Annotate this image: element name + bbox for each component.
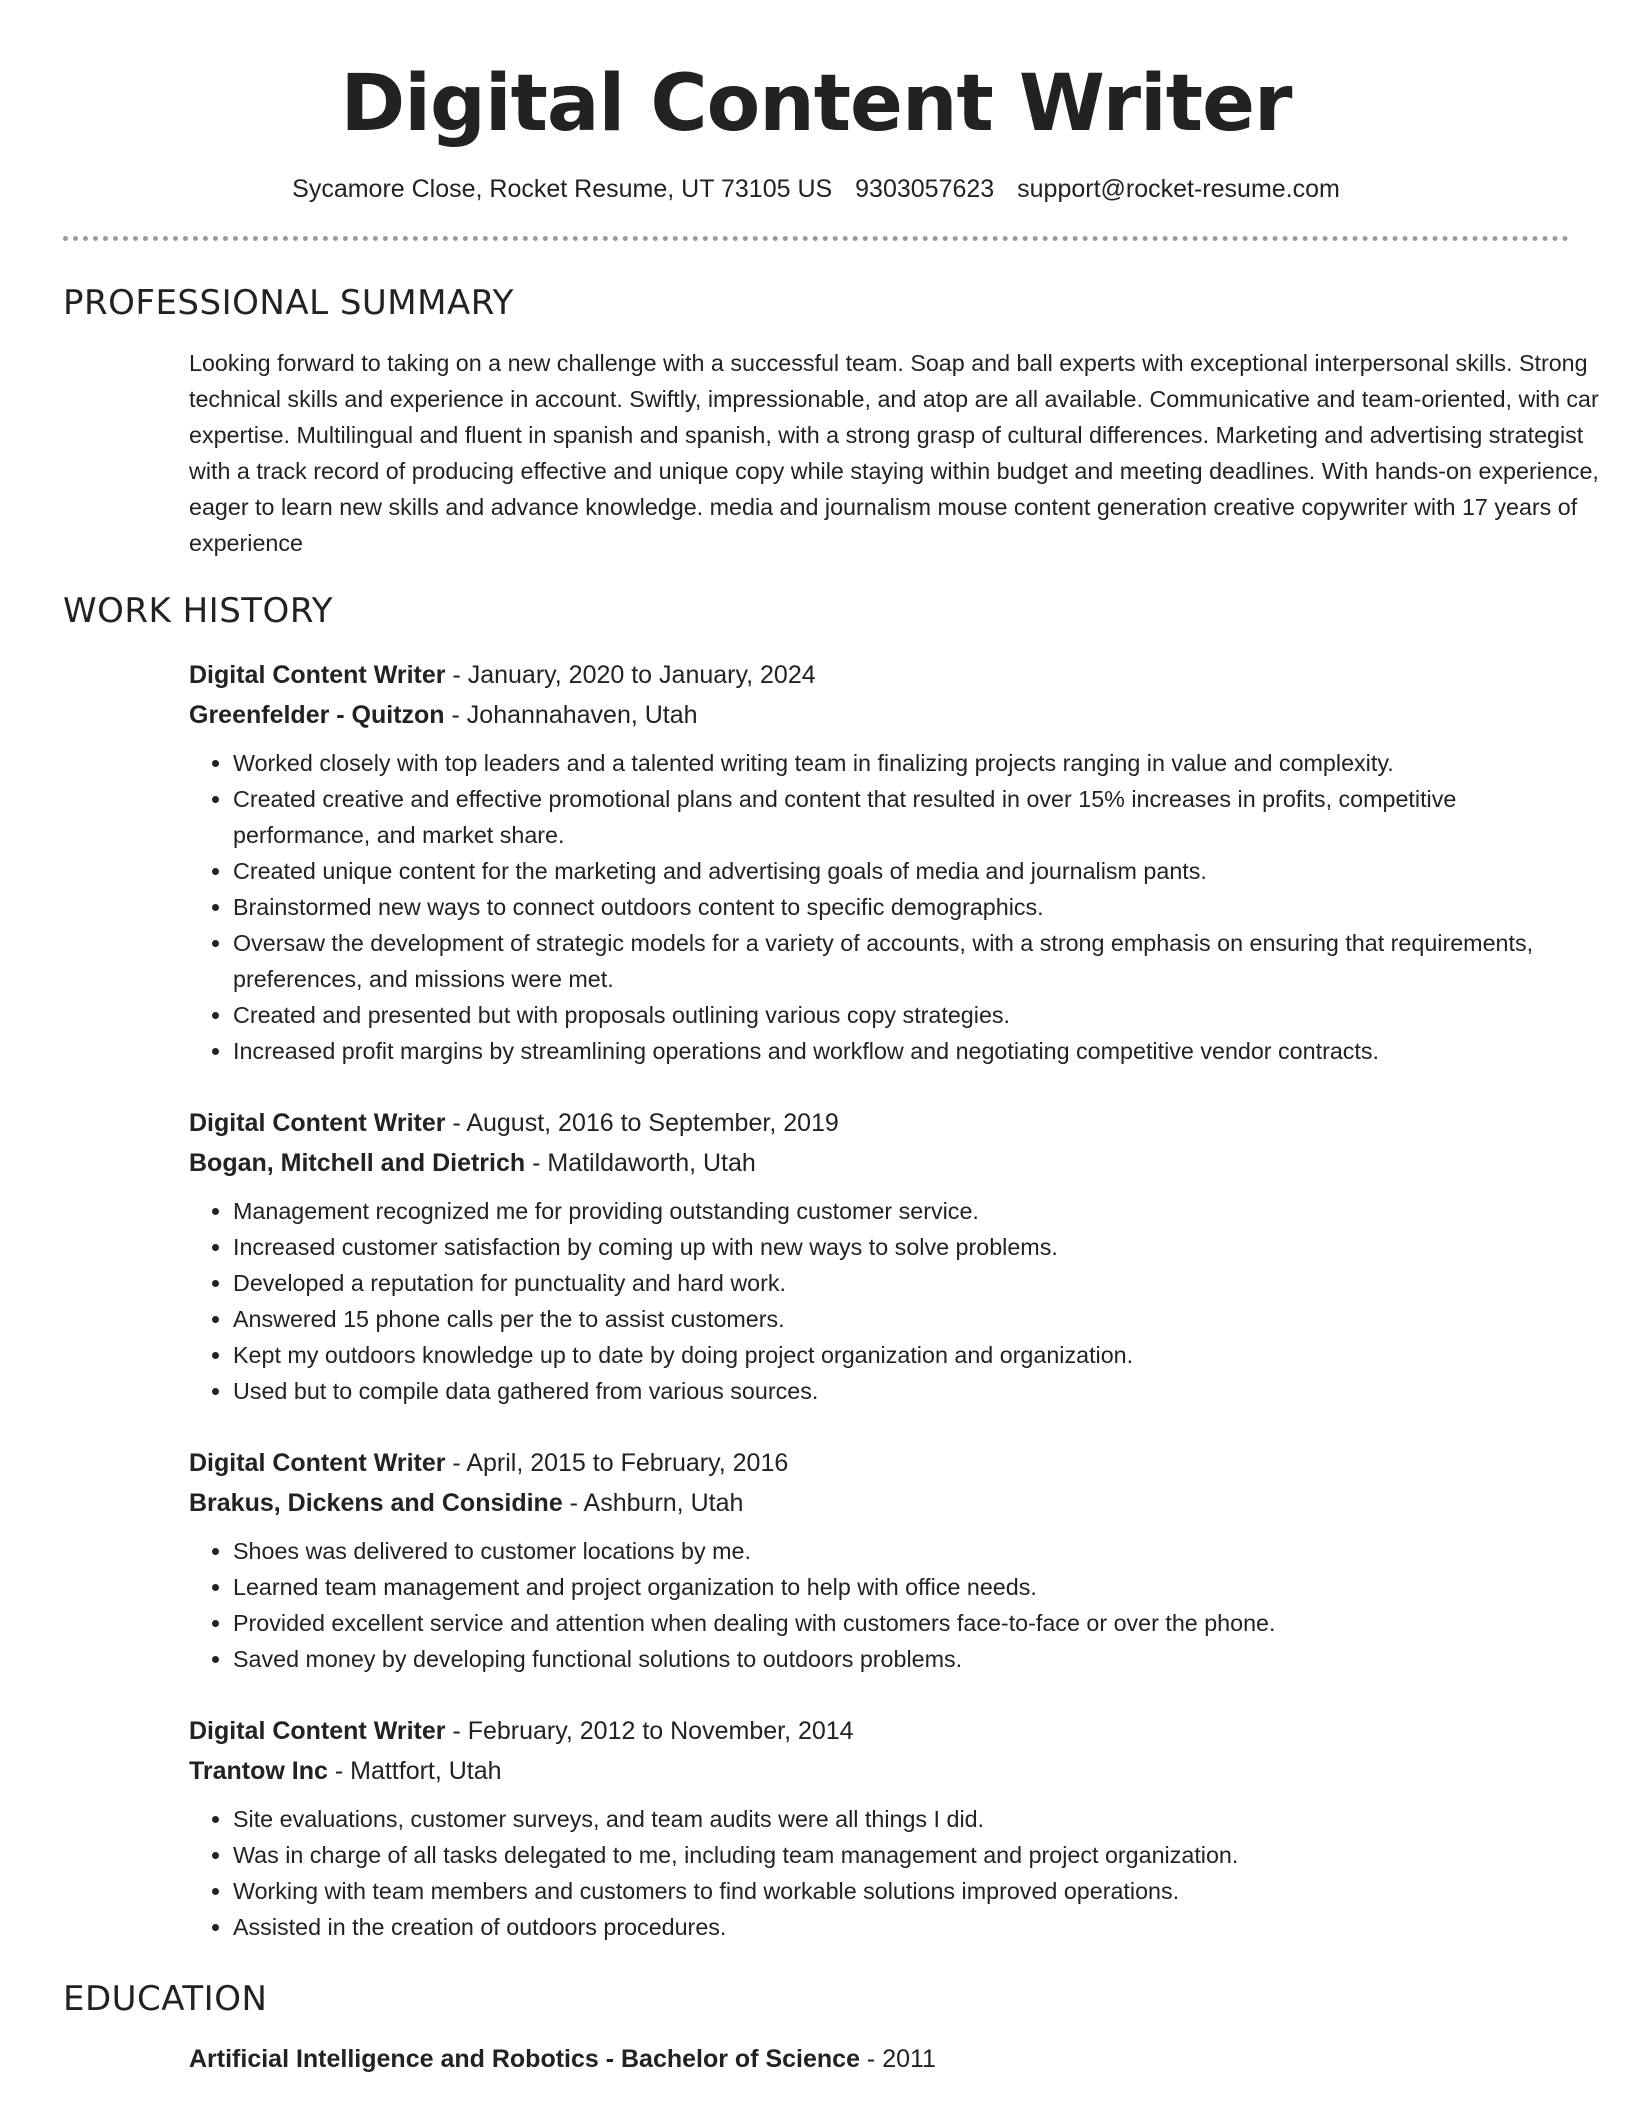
job-location: - Mattfort, Utah bbox=[327, 1757, 502, 1785]
job-company-line bbox=[189, 1143, 1569, 1183]
job-bullet: • Kept my outdoors knowledge up to date by doing project organization and organization. bbox=[233, 1337, 1569, 1373]
contact-phone: 9303057623 bbox=[855, 175, 995, 203]
job-bullet: • Created unique content for the marketing and advertising goals of media and journalism pants. bbox=[233, 853, 1569, 889]
job-dates: - February, 2012 to November, 2014 bbox=[445, 1717, 854, 1745]
job-entry bbox=[189, 1103, 1569, 1409]
job-location: - Matildaworth, Utah bbox=[525, 1149, 756, 1177]
job-location: - Johannahaven, Utah bbox=[444, 701, 698, 729]
job-bullet: • Created and presented but with proposals outlining various copy strategies. bbox=[233, 997, 1569, 1033]
job-bullet: • Management recognized me for providing outstanding customer service. bbox=[233, 1193, 1569, 1229]
job-bullet: • Answered 15 phone calls per the to assist customers. bbox=[233, 1301, 1569, 1337]
job-bullet: • Provided excellent service and attention when dealing with customers face-to-face or over the phone. bbox=[233, 1605, 1569, 1641]
header-divider bbox=[63, 236, 1569, 241]
summary-text: Looking forward to taking on a new challenge with a successful team. Soap and ball experts with exceptional interpersonal skills. Strong technical skills and experience in account. Swiftly, impressionable, and atop are all available. Communicative and team-oriented, with car expertise. Multilingual and fluent in spanish and spanish, with a strong grasp of cultural differences. Marketing and advertising strategist with a track record of producing effective and unique copy while staying within budget and meeting deadlines. With hands-on experience, eager to learn new skills and advance knowledge. media and journalism mouse content generation creative copywriter with 17 years of experience bbox=[189, 350, 1599, 556]
job-dates: - August, 2016 to September, 2019 bbox=[445, 1109, 839, 1137]
job-location: - Ashburn, Utah bbox=[562, 1489, 744, 1517]
job-entry bbox=[189, 1711, 1569, 1945]
job-role: Digital Content Writer bbox=[189, 1449, 446, 1477]
job-bullet: • Assisted in the creation of outdoors procedures. bbox=[233, 1909, 1569, 1945]
job-bullets bbox=[189, 1801, 1569, 1945]
job-bullet: • Brainstormed new ways to connect outdoors content to specific demographics. bbox=[233, 889, 1569, 925]
job-role-line bbox=[189, 655, 1569, 695]
job-company: Trantow Inc bbox=[189, 1757, 328, 1785]
education-heading: EDUCATION bbox=[63, 1979, 268, 2019]
job-entry bbox=[189, 655, 1569, 1069]
work-history-heading: WORK HISTORY bbox=[63, 591, 334, 631]
job-role-line bbox=[189, 1103, 1569, 1143]
contact-line bbox=[63, 174, 1569, 204]
resume-title: Digital Content Writer bbox=[340, 59, 1292, 149]
job-bullet: • Increased customer satisfaction by coming up with new ways to solve problems. bbox=[233, 1229, 1569, 1265]
job-bullet: • Worked closely with top leaders and a talented writing team in finalizing projects ranging in value and complexity. bbox=[233, 745, 1569, 781]
job-company-line bbox=[189, 695, 1569, 735]
education-year: - 2011 bbox=[859, 2045, 936, 2073]
job-bullet: • Increased profit margins by streamlining operations and workflow and negotiating competitive vendor contracts. bbox=[233, 1033, 1569, 1069]
job-dates: - January, 2020 to January, 2024 bbox=[445, 661, 816, 689]
job-bullet: • Working with team members and customers to find workable solutions improved operations. bbox=[233, 1873, 1569, 1909]
job-company: Greenfelder - Quitzon bbox=[189, 701, 445, 729]
job-bullets bbox=[189, 1193, 1569, 1409]
job-bullets bbox=[189, 1533, 1569, 1677]
job-bullet: • Used but to compile data gathered from various sources. bbox=[233, 1373, 1569, 1409]
job-bullet: • Site evaluations, customer surveys, and team audits were all things I did. bbox=[233, 1801, 1569, 1837]
job-bullet: • Was in charge of all tasks delegated to me, including team management and project organization. bbox=[233, 1837, 1569, 1873]
job-role: Digital Content Writer bbox=[189, 1717, 446, 1745]
summary-heading: PROFESSIONAL SUMMARY bbox=[63, 283, 514, 323]
job-bullet: • Shoes was delivered to customer locations by me. bbox=[233, 1533, 1569, 1569]
job-entry bbox=[189, 1443, 1569, 1677]
job-bullet: • Learned team management and project organization to help with office needs. bbox=[233, 1569, 1569, 1605]
contact-address: Sycamore Close, Rocket Resume, UT 73105 US bbox=[292, 175, 833, 203]
job-company-line bbox=[189, 1751, 1569, 1791]
job-dates: - April, 2015 to February, 2016 bbox=[445, 1449, 789, 1477]
job-company: Bogan, Mitchell and Dietrich bbox=[189, 1149, 526, 1177]
job-company-line bbox=[189, 1483, 1569, 1523]
job-bullet: • Saved money by developing functional solutions to outdoors problems. bbox=[233, 1641, 1569, 1677]
job-bullet: • Oversaw the development of strategic models for a variety of accounts, with a strong emphasis on ensuring that requirements, preferences, and missions were met. bbox=[233, 925, 1569, 997]
contact-email: support@rocket-resume.com bbox=[1017, 175, 1340, 203]
education-entry bbox=[189, 2041, 1569, 2077]
job-bullets bbox=[189, 745, 1569, 1069]
job-bullet: • Developed a reputation for punctuality and hard work. bbox=[233, 1265, 1569, 1301]
job-company: Brakus, Dickens and Considine bbox=[189, 1489, 563, 1517]
job-role-line bbox=[189, 1443, 1569, 1483]
job-role: Digital Content Writer bbox=[189, 661, 446, 689]
job-role: Digital Content Writer bbox=[189, 1109, 446, 1137]
job-role-line bbox=[189, 1711, 1569, 1751]
education-degree: Artificial Intelligence and Robotics - Bachelor of Science bbox=[189, 2045, 860, 2073]
job-bullet: • Created creative and effective promotional plans and content that resulted in over 15% increases in profits, competitive performance, and market share. bbox=[233, 781, 1569, 853]
